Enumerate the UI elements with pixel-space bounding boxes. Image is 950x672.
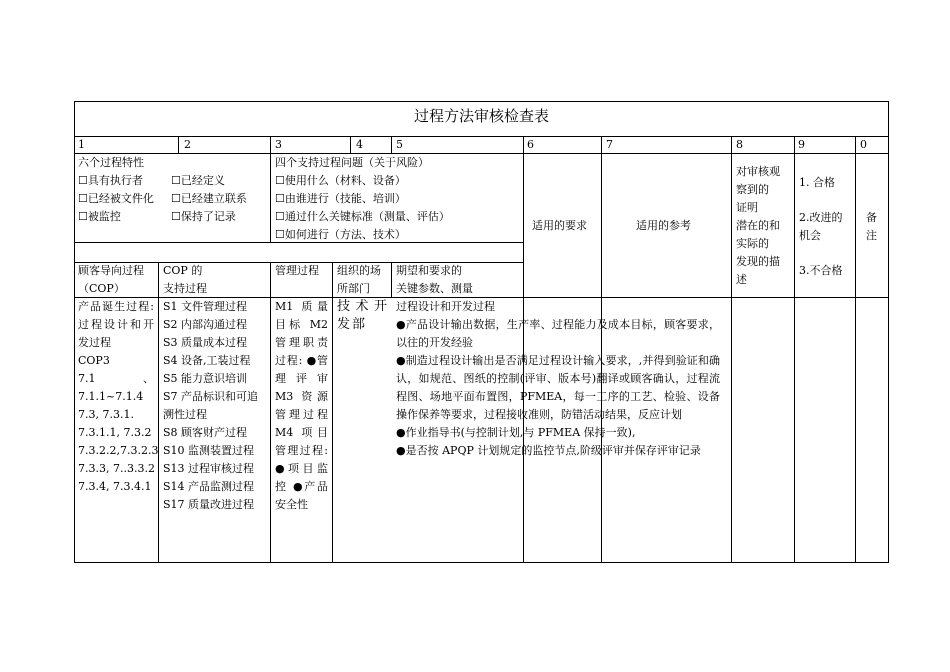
support-question-item: ☐如何进行（方法、技术） xyxy=(275,228,406,241)
support-questions-heading: 四个支持过程问题（关于风险） xyxy=(275,156,429,169)
header-line: 述 xyxy=(736,273,747,286)
sop-item: S8 顾客财产过程 xyxy=(163,426,248,439)
column-number: 6 xyxy=(527,138,534,151)
clause-ref: 7.1 xyxy=(78,372,96,385)
six-characteristics-heading: 六个过程特性 xyxy=(78,156,144,169)
column-number: 4 xyxy=(356,138,363,151)
sop-item: S3 质量成本过程 xyxy=(163,336,248,349)
support-question-item: ☐使用什么（材料、设备） xyxy=(275,174,406,187)
column-number: 8 xyxy=(736,138,743,151)
params-heading: 过程设计和开发过程 xyxy=(396,300,495,313)
header-line: 期望和要求的 xyxy=(396,264,462,277)
parameters-header xyxy=(396,262,473,298)
header-line: 顾客导向过程 xyxy=(78,264,144,277)
sop-item: S10 监测装置过程 xyxy=(163,444,255,457)
header-line: 实际的 xyxy=(736,237,769,250)
sop-item: S2 内部沟通过程 xyxy=(163,318,248,331)
clause-ref: COP3 xyxy=(78,354,110,367)
support-question-item: ☐由谁进行（技能、培训） xyxy=(275,192,406,205)
characteristic-item: ☐已经定义 xyxy=(171,174,225,187)
sop-item: S4 设备,工装过程 xyxy=(163,354,251,367)
column-number: 7 xyxy=(606,138,613,151)
department-header xyxy=(337,262,381,298)
column-number: 1 xyxy=(78,138,85,151)
header-line: 察到的 xyxy=(736,183,769,196)
clause-ref: 7.3.3, 7..3.3.2 xyxy=(78,462,155,475)
conformity-option: 1. 合格 xyxy=(799,176,835,189)
header-line: 组织的场 xyxy=(337,264,381,277)
observation-description-header xyxy=(736,163,780,289)
characteristic-item: ☐被监控 xyxy=(78,210,121,223)
column-number: 5 xyxy=(396,138,403,151)
characteristic-item: ☐保持了记录 xyxy=(171,210,236,223)
sop-item: S5 能力意识培训 xyxy=(163,372,248,385)
conformity-option: 2.改进的 xyxy=(799,211,843,224)
audit-checklist-table xyxy=(74,101,889,563)
conformity-option: 3.不合格 xyxy=(799,264,843,277)
clause-ref: 7.3, 7.3.1. xyxy=(78,408,134,421)
header-line: 关键参数、测量 xyxy=(396,282,473,295)
clause-ref: 7.3.1.1, 7.3.2 xyxy=(78,426,152,439)
cop-clause-refs xyxy=(78,352,158,496)
column-number: 2 xyxy=(184,138,191,151)
mop-text: M1 质量目标 M2 管理职责过程: ●管理评审 M3 资源管理过程 M4 项目管理过程: ●项目监控 ●产品安全性 xyxy=(275,300,328,511)
sop-list xyxy=(163,298,258,514)
header-line: （COP） xyxy=(78,282,125,295)
clause-ref: 、 xyxy=(143,372,154,385)
cop-header xyxy=(78,262,144,298)
sop-item: S14 产品监测过程 xyxy=(163,480,255,493)
params-heading-cell xyxy=(396,298,520,316)
support-questions-block xyxy=(275,154,450,244)
support-question-item: ☐通过什么关键标准（测量、评估） xyxy=(275,210,450,223)
params-item: ●制造过程设计输出是否满足过程设计输入要求，,并得到验证和确认，如规范、图纸的控制(评审、版本号)翻译或顾客确认，过程流程图、场地平面布置图，PFMEA，每一工序的工艺、检验、设备操作保养等要求，过程接收准则，防错活动结果，反应计划 xyxy=(396,354,720,421)
header-line: COP 的 xyxy=(163,264,203,277)
header-line: 潜在的和 xyxy=(736,219,780,232)
header-line: 所部门 xyxy=(337,282,370,295)
clause-ref: 7.3.4, 7.3.4.1 xyxy=(78,480,152,493)
header-line: 支持过程 xyxy=(163,282,207,295)
mop-header: 管理过程 xyxy=(275,264,319,277)
column-number: 9 xyxy=(798,138,805,151)
remarks-header: 注 xyxy=(866,229,877,242)
conformity-option: 机会 xyxy=(799,229,821,242)
params-item: ●是否按 APQP 计划规定的监控节点,阶级评审并保存评审记录 xyxy=(396,444,701,457)
clause-ref-line xyxy=(78,370,154,388)
sop-header xyxy=(163,262,207,298)
header-line: 发现的描 xyxy=(736,255,780,268)
params-item: ●作业指导书(与控制计划,与 PFMEA 保持一致), xyxy=(396,426,636,439)
applicable-references-header: 适用的参考 xyxy=(636,219,691,232)
params-list xyxy=(396,316,720,460)
page-title: 过程方法审核检查表 xyxy=(413,107,549,125)
params-item: ●产品设计输出数据，生产率、过程能力及成本目标，顾客要求，以往的开发经验 xyxy=(396,318,720,349)
remarks-header: 备 xyxy=(866,211,877,224)
sop-item: S1 文件管理过程 xyxy=(163,300,248,313)
column-number: 0 xyxy=(860,138,867,151)
column-number: 3 xyxy=(275,138,282,151)
sop-item: S17 质量改进过程 xyxy=(163,498,255,511)
department-text: 技术开发部 xyxy=(337,299,389,332)
header-line: 证明 xyxy=(736,201,758,214)
applicable-requirements-header: 适用的要求 xyxy=(532,219,587,232)
clause-ref: 7.1.1~7.1.4 xyxy=(78,390,144,403)
header-line: 对审核观 xyxy=(736,165,780,178)
sop-item: 溯性过程 xyxy=(163,408,207,421)
sop-item: S7 产品标识和可追 xyxy=(163,390,259,403)
characteristic-item: ☐具有执行者 xyxy=(78,174,143,187)
cop-process-text: 产品诞生过程:过程设计和开发过程 xyxy=(78,300,154,349)
clause-ref: 7.3.2.2,7.3.2.3 xyxy=(78,444,159,457)
characteristic-item: ☐已经被文件化 xyxy=(78,192,154,205)
characteristic-item: ☐已经建立联系 xyxy=(171,192,247,205)
sop-item: S13 过程审核过程 xyxy=(163,462,255,475)
